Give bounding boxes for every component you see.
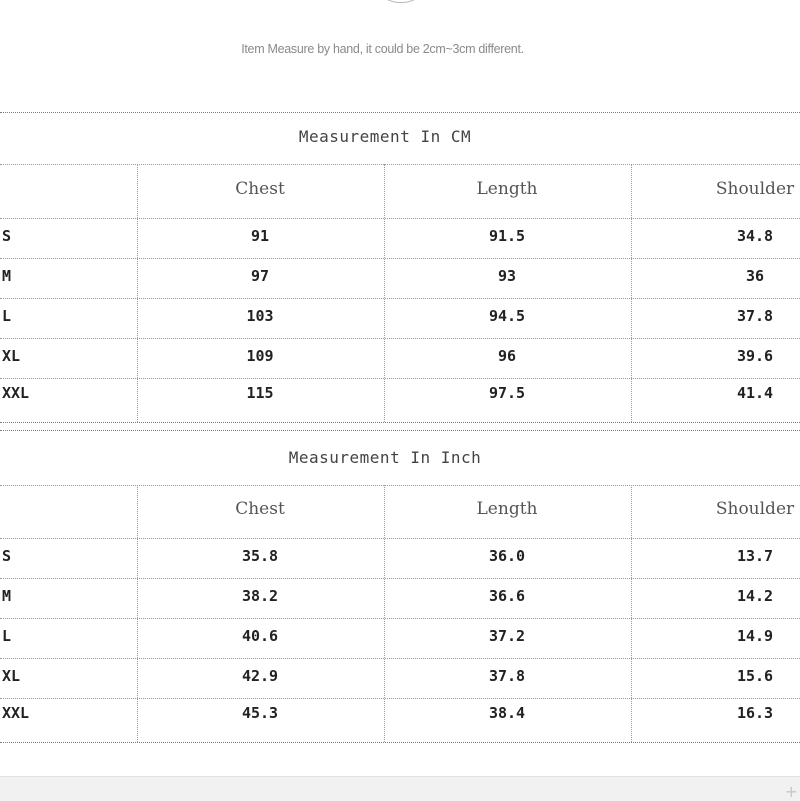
plus-icon[interactable]: + — [784, 782, 798, 801]
table-cell: 38.2 — [241, 587, 279, 605]
row-separator — [0, 218, 800, 219]
size-label: M — [2, 267, 12, 285]
row-separator — [0, 378, 800, 379]
column-divider — [384, 485, 385, 742]
table-cell: 14.2 — [736, 587, 774, 605]
table-cell: 93 — [497, 267, 517, 285]
table-cell: 103 — [246, 307, 274, 325]
table-cell: 91.5 — [488, 227, 526, 245]
table-cell: 94.5 — [488, 307, 526, 325]
size-label: L — [2, 307, 12, 325]
table-cell: 97 — [250, 267, 270, 285]
header-separator — [0, 485, 800, 486]
row-separator — [0, 618, 800, 619]
column-divider — [631, 164, 632, 422]
table-cell: 96 — [497, 347, 517, 365]
column-header: Length — [476, 499, 538, 519]
column-divider — [137, 485, 138, 742]
table-cell: 36.0 — [488, 547, 526, 565]
table-cell: 38.4 — [488, 704, 526, 722]
table-cell: 36.6 — [488, 587, 526, 605]
footer-bar — [0, 776, 800, 801]
table-cell: 109 — [246, 347, 274, 365]
table-cell: 34.8 — [736, 227, 774, 245]
product-image-edge — [372, 0, 430, 3]
column-divider — [137, 164, 138, 422]
table-cell: 13.7 — [736, 547, 774, 565]
size-label: S — [2, 547, 12, 565]
row-separator — [0, 298, 800, 299]
size-label: XL — [2, 667, 21, 685]
column-divider — [384, 164, 385, 422]
table-bottom-border — [0, 742, 800, 743]
size-label: XXL — [2, 704, 30, 722]
table-cell: 115 — [246, 384, 274, 402]
table-bottom-border — [0, 422, 800, 423]
column-divider — [631, 485, 632, 742]
column-header: Length — [476, 179, 538, 199]
table-cell: 37.2 — [488, 627, 526, 645]
table-cell: 42.9 — [241, 667, 279, 685]
row-separator — [0, 578, 800, 579]
table-cell: 37.8 — [488, 667, 526, 685]
row-separator — [0, 258, 800, 259]
table-cell: 41.4 — [736, 384, 774, 402]
row-separator — [0, 338, 800, 339]
table-title: Measurement In Inch — [288, 448, 482, 467]
row-separator — [0, 698, 800, 699]
size-label: L — [2, 627, 12, 645]
column-header: Chest — [235, 179, 285, 199]
table-top-border — [0, 430, 800, 431]
table-cell: 91 — [250, 227, 270, 245]
table-title: Measurement In CM — [298, 127, 472, 146]
size-label: M — [2, 587, 12, 605]
table-cell: 35.8 — [241, 547, 279, 565]
column-header: Shoulder — [715, 179, 795, 199]
column-header: Chest — [235, 499, 285, 519]
row-separator — [0, 538, 800, 539]
measure-note: Item Measure by hand, it could be 2cm~3cm different. — [241, 42, 524, 56]
table-cell: 15.6 — [736, 667, 774, 685]
table-cell: 45.3 — [241, 704, 279, 722]
table-cell: 16.3 — [736, 704, 774, 722]
table-top-border — [0, 112, 800, 113]
column-header: Shoulder — [715, 499, 795, 519]
table-cell: 37.8 — [736, 307, 774, 325]
table-cell: 40.6 — [241, 627, 279, 645]
table-cell: 39.6 — [736, 347, 774, 365]
header-separator — [0, 164, 800, 165]
row-separator — [0, 658, 800, 659]
size-label: S — [2, 227, 12, 245]
table-cell: 14.9 — [736, 627, 774, 645]
size-label: XXL — [2, 384, 30, 402]
table-cell: 97.5 — [488, 384, 526, 402]
table-cell: 36 — [745, 267, 765, 285]
size-label: XL — [2, 347, 21, 365]
